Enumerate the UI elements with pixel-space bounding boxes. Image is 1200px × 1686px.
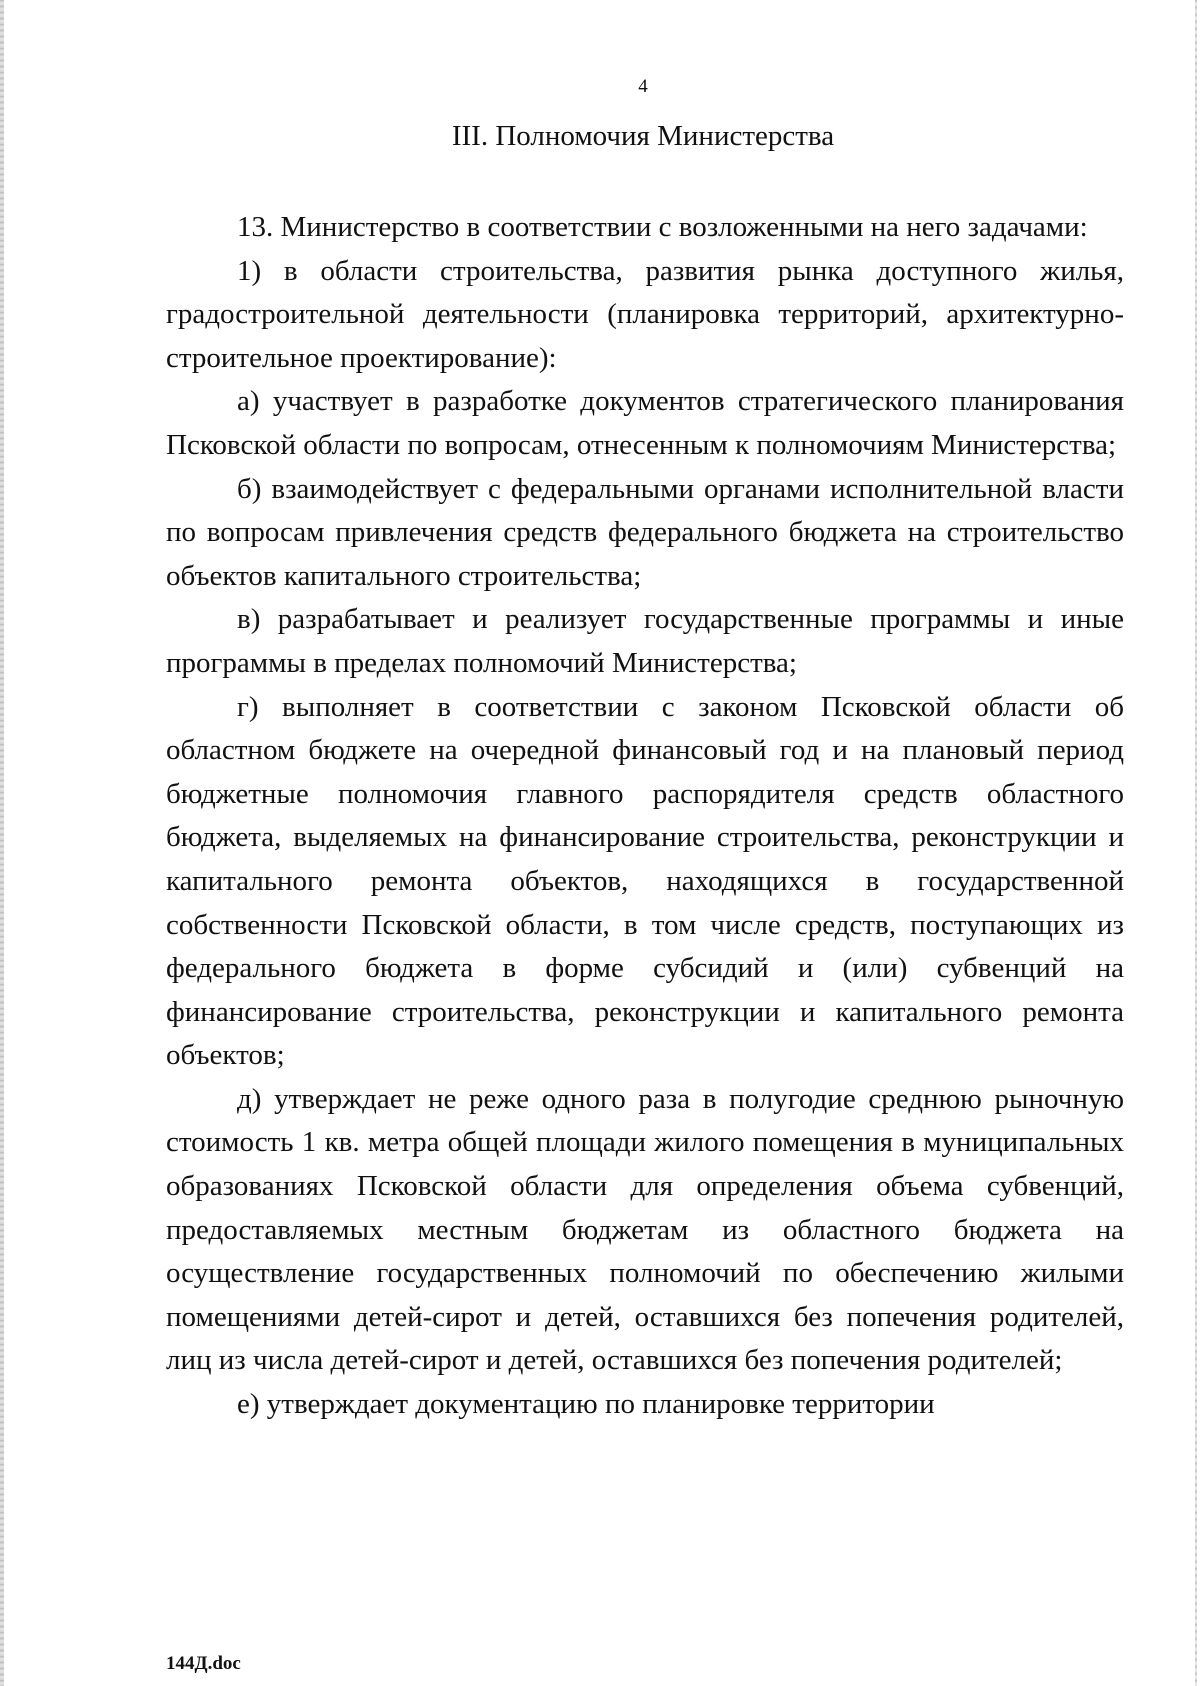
page-number: 4 <box>638 76 648 97</box>
paragraph-d: д) утверждает не реже одного раза в полугодие среднюю рыночную стоимость 1 кв. метра общей площади жилого помещения в муниципальных образованиях Псковской области для определения объема субвенций, предоставляемых местным бюджетам из областного бюджета на осуществление государственных полномочий по обеспечению жилыми помещениями детей-сирот и детей, оставшихся без попечения родителей, лиц из числа детей-сирот и детей, оставшихся без попечения родителей; <box>166 1082 1124 1377</box>
document-body <box>166 206 1124 1427</box>
paragraph-13: 13. Министерство в соответствии с возложенными на него задачами: <box>237 211 1088 243</box>
footer-filename: 144Д.doc <box>166 1653 241 1674</box>
paragraph-1-construction: 1) в области строительства, развития рынка доступного жилья, градостроительной деятельности (планировка территорий, архитектурно-строительное проектирование): <box>166 254 1124 374</box>
paragraph-b: б) взаимодействует с федеральными органами исполнительной власти по вопросам привлечения средств федерального бюджета на строительство объектов капитального строительства; <box>166 472 1124 592</box>
paragraph-e: е) утверждает документацию по планировке территории <box>237 1388 935 1421</box>
section-title: III. Полномочия Министерства <box>451 120 835 152</box>
scan-edge-left <box>0 0 4 1686</box>
paragraph-a: а) участвует в разработке документов стратегического планирования Псковской области по вопросам, отнесенным к полномочиям Министерства; <box>166 385 1124 461</box>
scan-edge-right <box>1195 0 1197 1686</box>
paragraph-v: в) разрабатывает и реализует государственные программы и иные программы в пределах полномочий Министерства; <box>166 603 1124 679</box>
paragraph-g: г) выполняет в соответствии с законом Псковской области об областном бюджете на очередной финансовый год и на плановый период бюджетные полномочия главного распорядителя средств областного бюджета, выделяемых на финансирование строительства, реконструкции и капитального ремонта объектов, находящихся в государственной собственности Псковской области, в том числе средств, поступающих из федерального бюджета в форме субсидий и (или) субвенций на финансирование строительства, реконструкции и капитального ремонта объектов; <box>166 690 1124 1072</box>
